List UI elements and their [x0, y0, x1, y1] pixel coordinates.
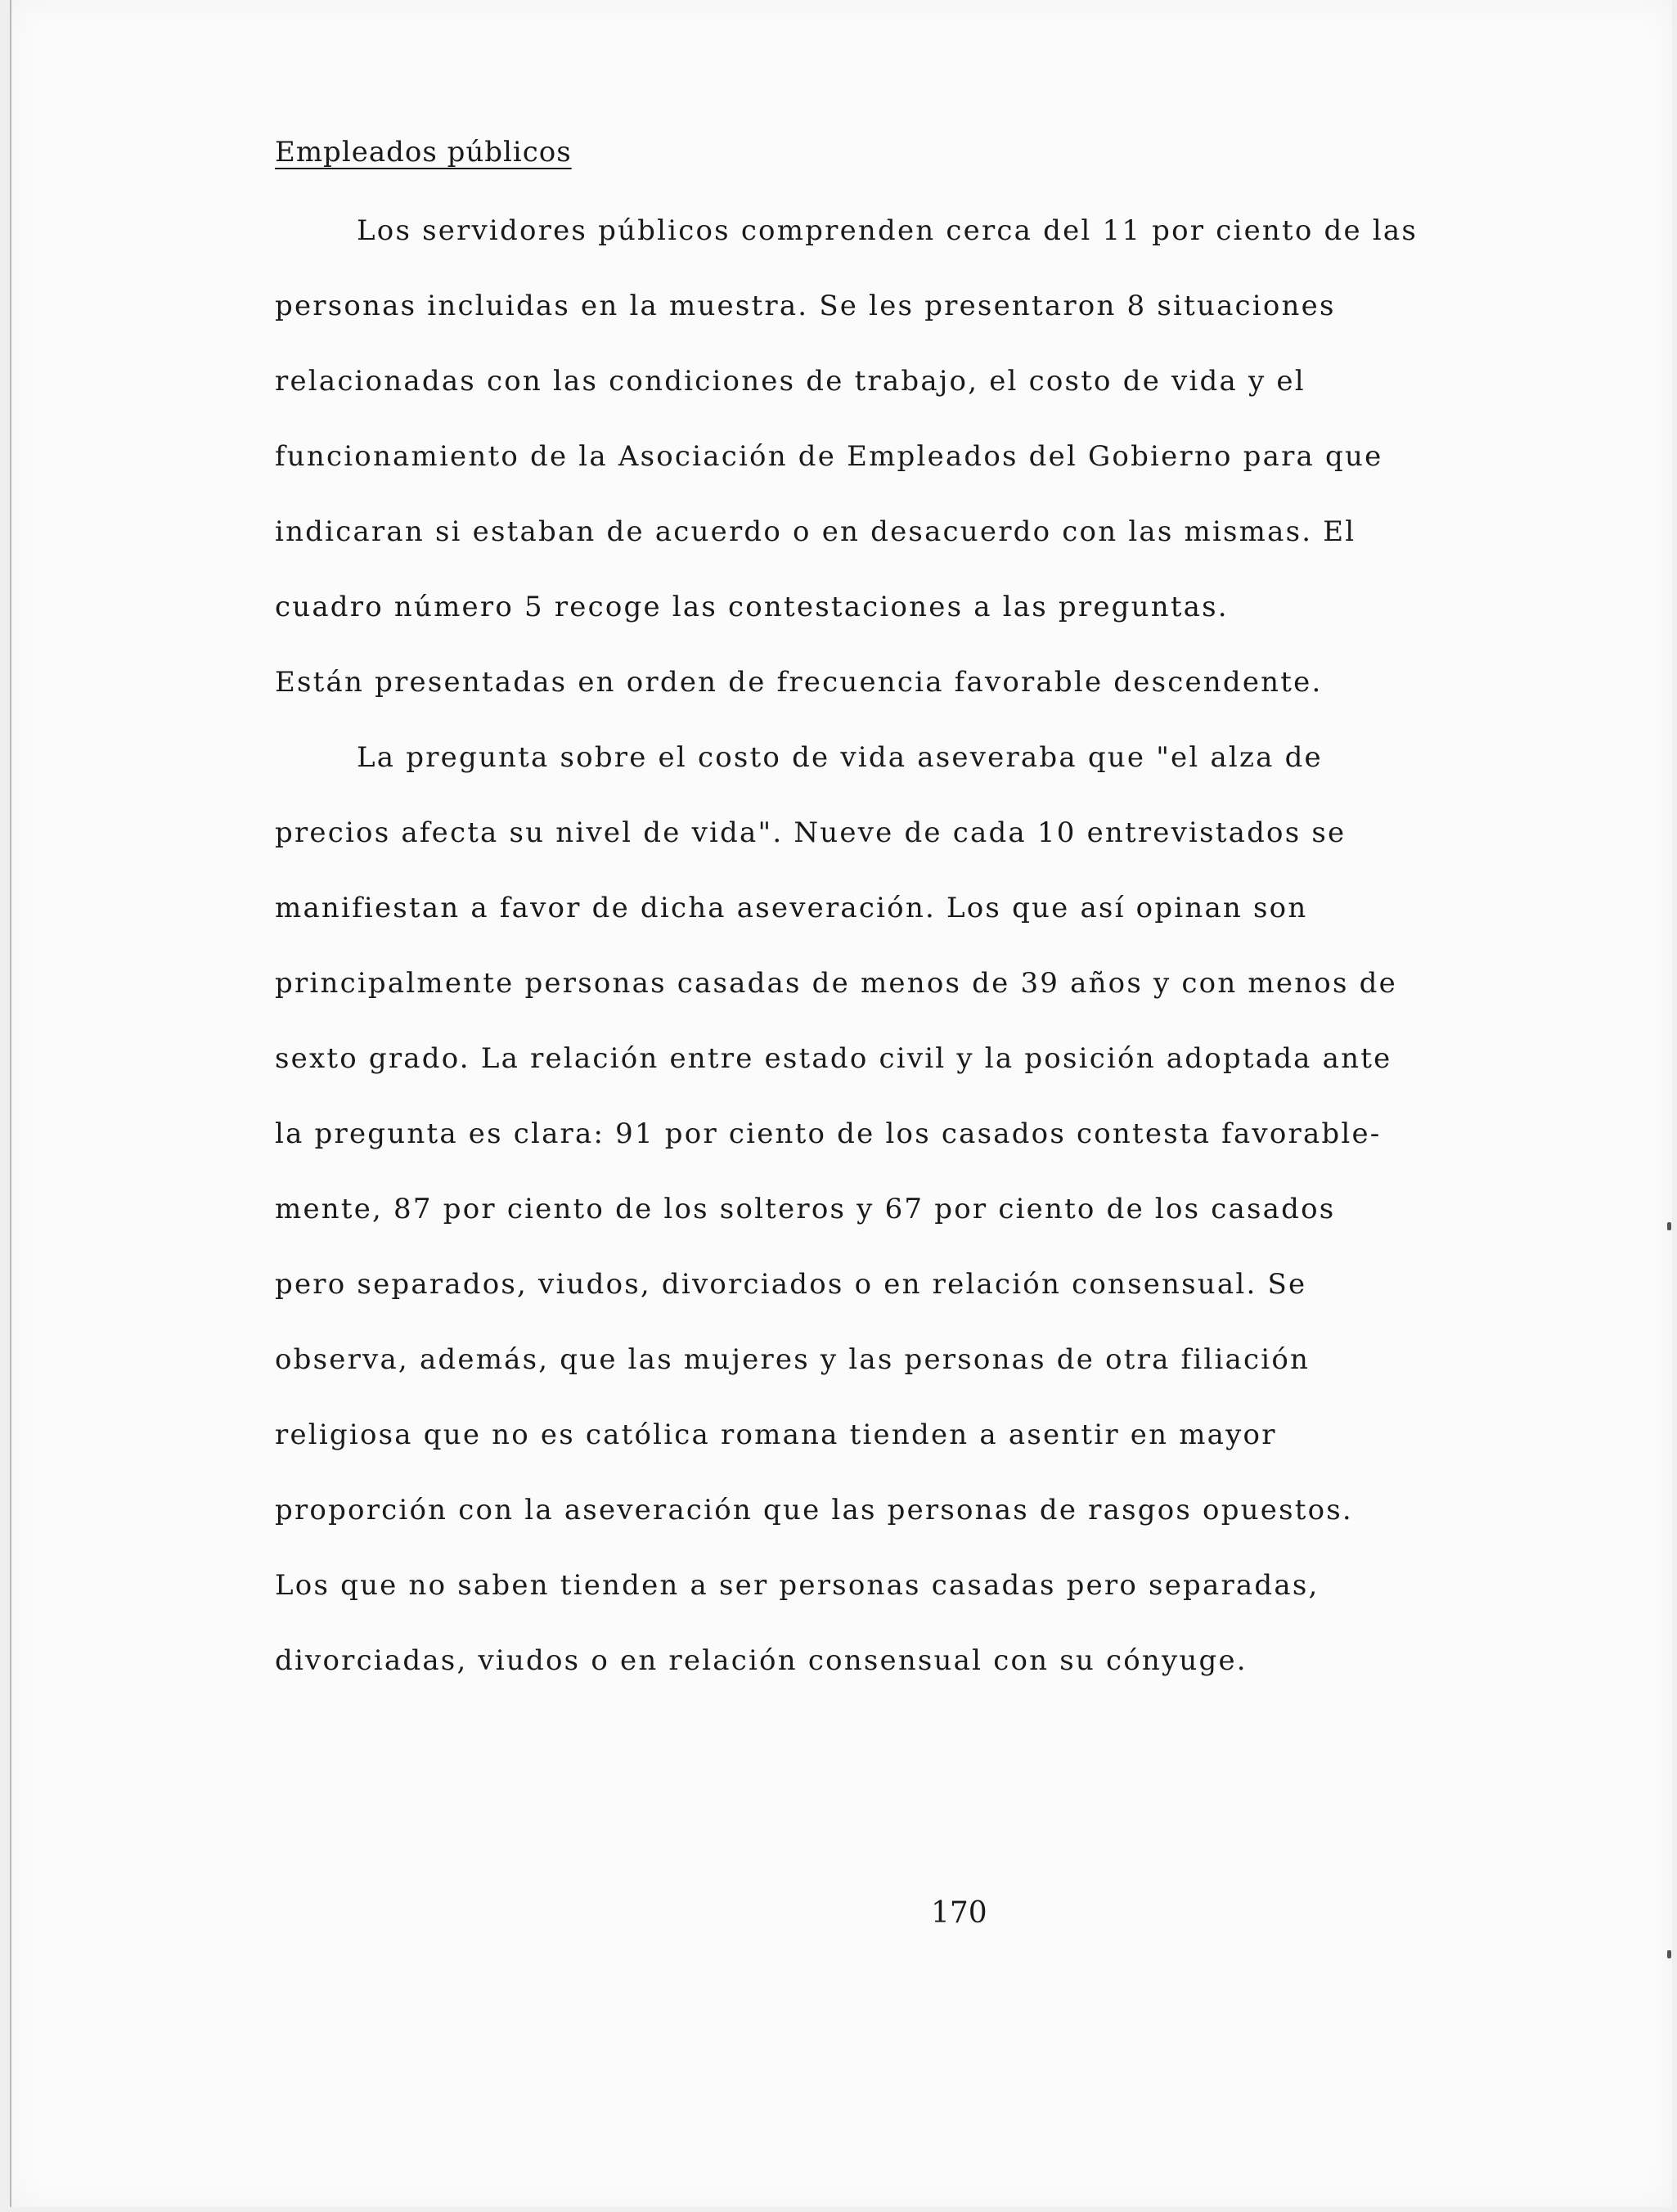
paragraph-2-line-5: sexto grado. La relación entre estado civil y la posición adoptada ante	[275, 1042, 1392, 1075]
paragraph-1-line-7: Están presentadas en orden de frecuencia favorable descendente.	[275, 666, 1323, 699]
paragraph-2-line-9: observa, además, que las mujeres y las personas de otra filiación	[275, 1343, 1311, 1376]
paragraph-2-line-10: religiosa que no es católica romana tienden a asentir en mayor	[275, 1418, 1277, 1451]
scan-edge-mark	[1667, 1950, 1671, 1958]
scan-edge-mark	[1667, 1222, 1671, 1230]
paragraph-2-line-6: la pregunta es clara: 91 por ciento de los casados contesta favorable-	[275, 1117, 1382, 1150]
paragraph-1-line-2: personas incluidas en la muestra. Se les presentaron 8 situaciones	[275, 290, 1336, 322]
document-page	[10, 0, 1672, 2207]
paragraph-2-line-3: manifiestan a favor de dicha aseveración. Los que así opinan son	[275, 892, 1308, 924]
page-number: 170	[931, 1896, 987, 1930]
paragraph-1-line-6: cuadro número 5 recoge las contestaciones a las preguntas.	[275, 591, 1229, 623]
paragraph-2-line-2: precios afecta su nivel de vida". Nueve de cada 10 entrevistados se	[275, 816, 1347, 849]
paragraph-2-line-8: pero separados, viudos, divorciados o en relación consensual. Se	[275, 1268, 1307, 1301]
paragraph-2-line-12: Los que no saben tienden a ser personas casadas pero separadas,	[275, 1569, 1320, 1602]
paragraph-1-line-4: funcionamiento de la Asociación de Empleados del Gobierno para que	[275, 440, 1383, 473]
paragraph-2-line-11: proporción con la aseveración que las personas de rasgos opuestos.	[275, 1494, 1353, 1526]
section-heading: Empleados públicos	[275, 136, 572, 169]
paragraph-2-line-1: La pregunta sobre el costo de vida aseveraba que "el alza de	[357, 741, 1323, 774]
paragraph-2-line-7: mente, 87 por ciento de los solteros y 67 por ciento de los casados	[275, 1193, 1336, 1225]
paragraph-1-line-5: indicaran si estaban de acuerdo o en desacuerdo con las mismas. El	[275, 515, 1356, 548]
paragraph-2-line-4: principalmente personas casadas de menos de 39 años y con menos de	[275, 967, 1397, 1000]
paragraph-1-line-1: Los servidores públicos comprenden cerca del 11 por ciento de las	[357, 214, 1418, 247]
paragraph-1-line-3: relacionadas con las condiciones de trabajo, el costo de vida y el	[275, 365, 1306, 398]
paragraph-2-line-13: divorciadas, viudos o en relación consensual con su cónyuge.	[275, 1644, 1248, 1677]
